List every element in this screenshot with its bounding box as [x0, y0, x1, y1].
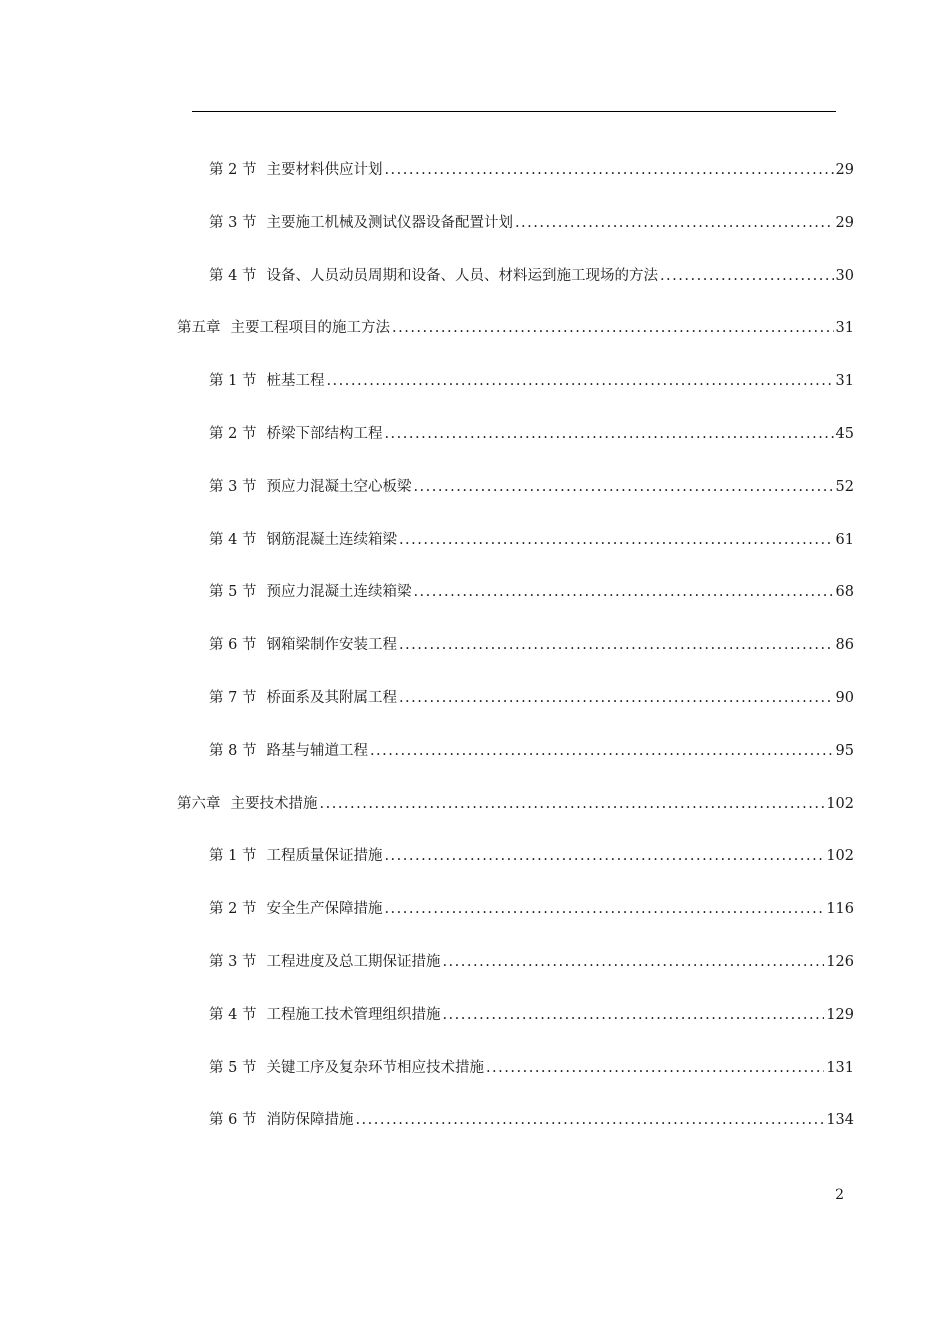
toc-entry-number: 第六章 — [177, 795, 221, 812]
toc-entry-number: 第 4 节 — [209, 267, 257, 284]
toc-dot-leader — [442, 1004, 824, 1026]
toc-dot-leader — [370, 740, 834, 762]
toc-dot-leader — [384, 159, 833, 181]
toc-section-entry[interactable] — [209, 1109, 854, 1131]
toc-entry-title: 桥梁下部结构工程 — [266, 426, 383, 442]
toc-section-entry[interactable] — [209, 951, 854, 973]
toc-dot-leader — [399, 634, 834, 656]
toc-chapter-entry[interactable] — [177, 317, 854, 339]
page-number: 2 — [835, 1187, 844, 1203]
toc-entry-page: 86 — [835, 637, 854, 654]
toc-entry-page: 31 — [835, 373, 854, 390]
toc-entry-number: 第 4 节 — [209, 1006, 257, 1023]
toc-section-entry[interactable] — [209, 687, 854, 709]
toc-entry-title: 工程施工技术管理组织措施 — [266, 1006, 441, 1023]
toc-entry-title: 工程质量保证措施 — [266, 848, 383, 865]
toc-entry-page: 95 — [835, 742, 854, 759]
toc-entry-page: 90 — [835, 690, 854, 706]
toc-entry-page: 45 — [835, 426, 854, 442]
toc-entry-title: 预应力混凝土空心板梁 — [266, 478, 412, 495]
toc-section-entry[interactable] — [209, 265, 854, 287]
toc-dot-leader — [384, 423, 833, 445]
toc-entry-number: 第 5 节 — [209, 1059, 257, 1076]
toc-entry-page: 30 — [835, 267, 854, 284]
toc-section-entry[interactable] — [209, 898, 854, 920]
toc-dot-leader — [413, 581, 833, 603]
toc-section-entry[interactable] — [209, 845, 854, 867]
toc-dot-leader — [355, 1109, 824, 1131]
toc-entry-number: 第五章 — [177, 320, 221, 337]
toc-dot-leader — [399, 529, 834, 551]
toc-dot-leader — [515, 212, 834, 234]
toc-entry-title: 桩基工程 — [266, 373, 325, 390]
toc-entry-title: 消防保障措施 — [266, 1112, 354, 1129]
toc-dot-leader — [486, 1057, 824, 1079]
toc-dot-leader — [413, 476, 833, 498]
toc-entry-title: 设备、人员动员周期和设备、人员、材料运到施工现场的方法 — [266, 267, 658, 284]
toc-entry-page: 102 — [826, 795, 854, 812]
toc-entry-title: 主要工程项目的施工方法 — [230, 320, 390, 337]
toc-entry-number: 第 3 节 — [209, 214, 257, 231]
toc-entry-page: 29 — [835, 162, 854, 178]
toc-entry-page: 102 — [826, 848, 854, 865]
toc-entry-number: 第 1 节 — [209, 373, 257, 390]
toc-entry-number: 第 5 节 — [209, 584, 257, 601]
toc-entry-number: 第 3 节 — [209, 954, 257, 970]
toc-entry-number: 第 8 节 — [209, 742, 257, 759]
toc-entry-number: 第 1 节 — [209, 848, 257, 865]
toc-dot-leader — [384, 898, 824, 920]
toc-section-entry[interactable] — [209, 476, 854, 498]
toc-entry-page: 61 — [835, 531, 854, 548]
toc-entry-title: 主要材料供应计划 — [266, 162, 383, 178]
toc-entry-number: 第 2 节 — [209, 162, 257, 178]
toc-dot-leader — [660, 265, 834, 287]
toc-entry-number: 第 2 节 — [209, 426, 257, 442]
toc-entry-title: 钢筋混凝土连续箱梁 — [266, 531, 397, 548]
toc-section-entry[interactable] — [209, 581, 854, 603]
toc-entry-title: 安全生产保障措施 — [266, 901, 383, 918]
toc-section-entry[interactable] — [209, 1004, 854, 1026]
toc-entry-number: 第 7 节 — [209, 690, 257, 706]
toc-section-entry[interactable] — [209, 423, 854, 445]
toc-entry-page: 129 — [826, 1006, 854, 1023]
toc-dot-leader — [399, 687, 834, 709]
toc-section-entry[interactable] — [209, 740, 854, 762]
toc-entry-number: 第 3 节 — [209, 478, 257, 495]
toc-entry-number: 第 6 节 — [209, 637, 257, 654]
toc-section-entry[interactable] — [209, 159, 854, 181]
toc-entry-title: 主要技术措施 — [230, 795, 318, 812]
toc-entry-page: 126 — [826, 954, 854, 970]
toc-section-entry[interactable] — [209, 634, 854, 656]
toc-entry-title: 桥面系及其附属工程 — [266, 690, 397, 706]
toc-section-entry[interactable] — [209, 212, 854, 234]
toc-entry-page: 134 — [826, 1112, 854, 1129]
toc-dot-leader — [442, 951, 824, 973]
toc-section-entry[interactable] — [209, 1057, 854, 1079]
toc-section-entry[interactable] — [209, 529, 854, 551]
toc-entry-page: 52 — [835, 478, 854, 495]
toc-entry-page: 68 — [835, 584, 854, 601]
toc-entry-title: 主要施工机械及测试仪器设备配置计划 — [266, 214, 513, 231]
toc-section-entry[interactable] — [209, 370, 854, 392]
toc-dot-leader — [384, 845, 824, 867]
toc-entry-page: 31 — [835, 320, 854, 337]
toc-entry-page: 116 — [826, 901, 854, 918]
toc-entry-title: 工程进度及总工期保证措施 — [266, 954, 441, 970]
toc-entry-title: 路基与辅道工程 — [266, 742, 368, 759]
toc-entry-page: 131 — [826, 1059, 854, 1076]
toc-entry-number: 第 2 节 — [209, 901, 257, 918]
toc-entry-number: 第 6 节 — [209, 1112, 257, 1129]
toc-entry-title: 预应力混凝土连续箱梁 — [266, 584, 412, 601]
toc-dot-leader — [392, 317, 834, 339]
toc-entry-number: 第 4 节 — [209, 531, 257, 548]
toc-entry-title: 钢箱梁制作安装工程 — [266, 637, 397, 654]
toc-entry-page: 29 — [835, 214, 854, 231]
toc-dot-leader — [320, 793, 825, 815]
toc-entry-title: 关键工序及复杂环节相应技术措施 — [266, 1059, 484, 1076]
toc-dot-leader — [326, 370, 833, 392]
toc-chapter-entry[interactable] — [177, 793, 854, 815]
